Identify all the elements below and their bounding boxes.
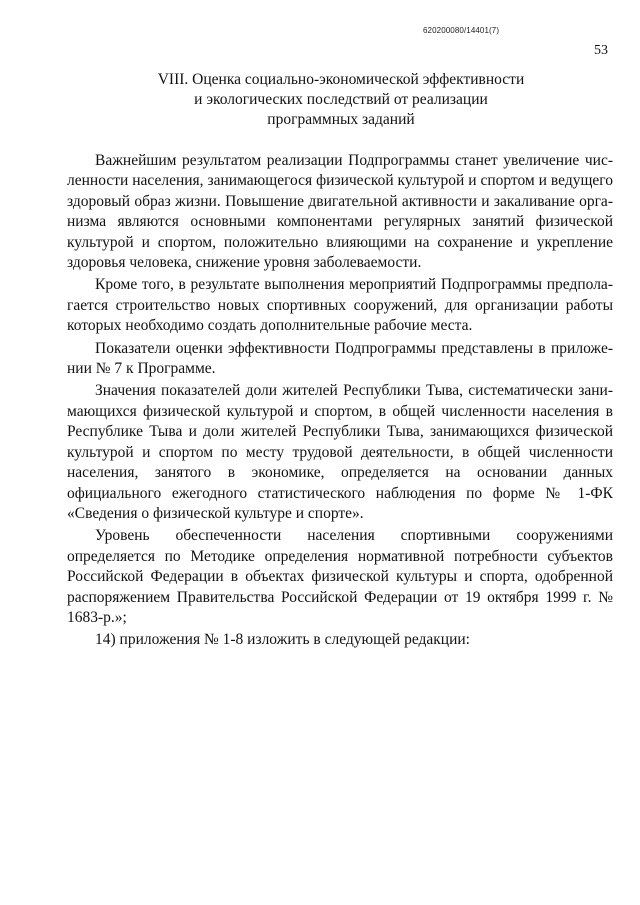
paragraph-results: Важнейшим результатом реализации Подпрограммы станет увеличение численности населения, занимающегося физической культурой и спортом и ведущего здоровый образ жизни. Повышение двигательной активности и закаливание организма являются основными компонентами регулярных занятий физической культурой и спортом, положительно влияющими на сохранение и укрепление здоровья человека, снижение уровня заболеваемости. <box>67 152 613 272</box>
page-number: 53 <box>594 43 608 58</box>
document-body <box>67 151 613 653</box>
paragraph-indicators: Показатели оценки эффективности Подпрограммы представлены в приложении № 7 к Программе. <box>67 339 613 378</box>
paragraph-statistics: Значения показателей доли жителей Республики Тыва, систематически занимающихся физической культурой и спортом, в общей численности населения в Республике Тыва и доли жителей Республики Тыва, занимающихся физической культурой и спортом по месту трудовой деятельности, в общей численности населения, занятого в экономике, определяется на основании данных официального ежегодного статистического наблюдения по форме № 1-ФК «Сведения о физической культуре и спорте». <box>67 382 613 522</box>
section-title <box>70 70 612 130</box>
paragraph-methodology: Уровень обеспеченности населения спортивными сооружениями определяется по Методике определения нормативной потребности субъектов Российской Федерации в объектах физической культуры и спорта, одобренной распоряжением Правительства Российской Федерации от 19 октября 1999 г. № 1683-р.»; <box>67 527 613 626</box>
section-title-line-1: VIII. Оценка социально-экономической эффективности <box>157 71 525 88</box>
section-title-line-2: и экологических последствий от реализации <box>194 91 488 108</box>
paragraph-amendment: 14) приложения № 1-8 изложить в следующей редакции: <box>95 631 470 649</box>
document-code: 620200080/14401(7) <box>423 26 500 35</box>
section-title-line-3: программных заданий <box>267 111 415 128</box>
paragraph-construction: Кроме того, в результате выполнения мероприятий Подпрограммы предполагается строительство новых спортивных сооружений, для организации работы которых необходимо создать дополнительные рабочие места. <box>67 276 613 335</box>
